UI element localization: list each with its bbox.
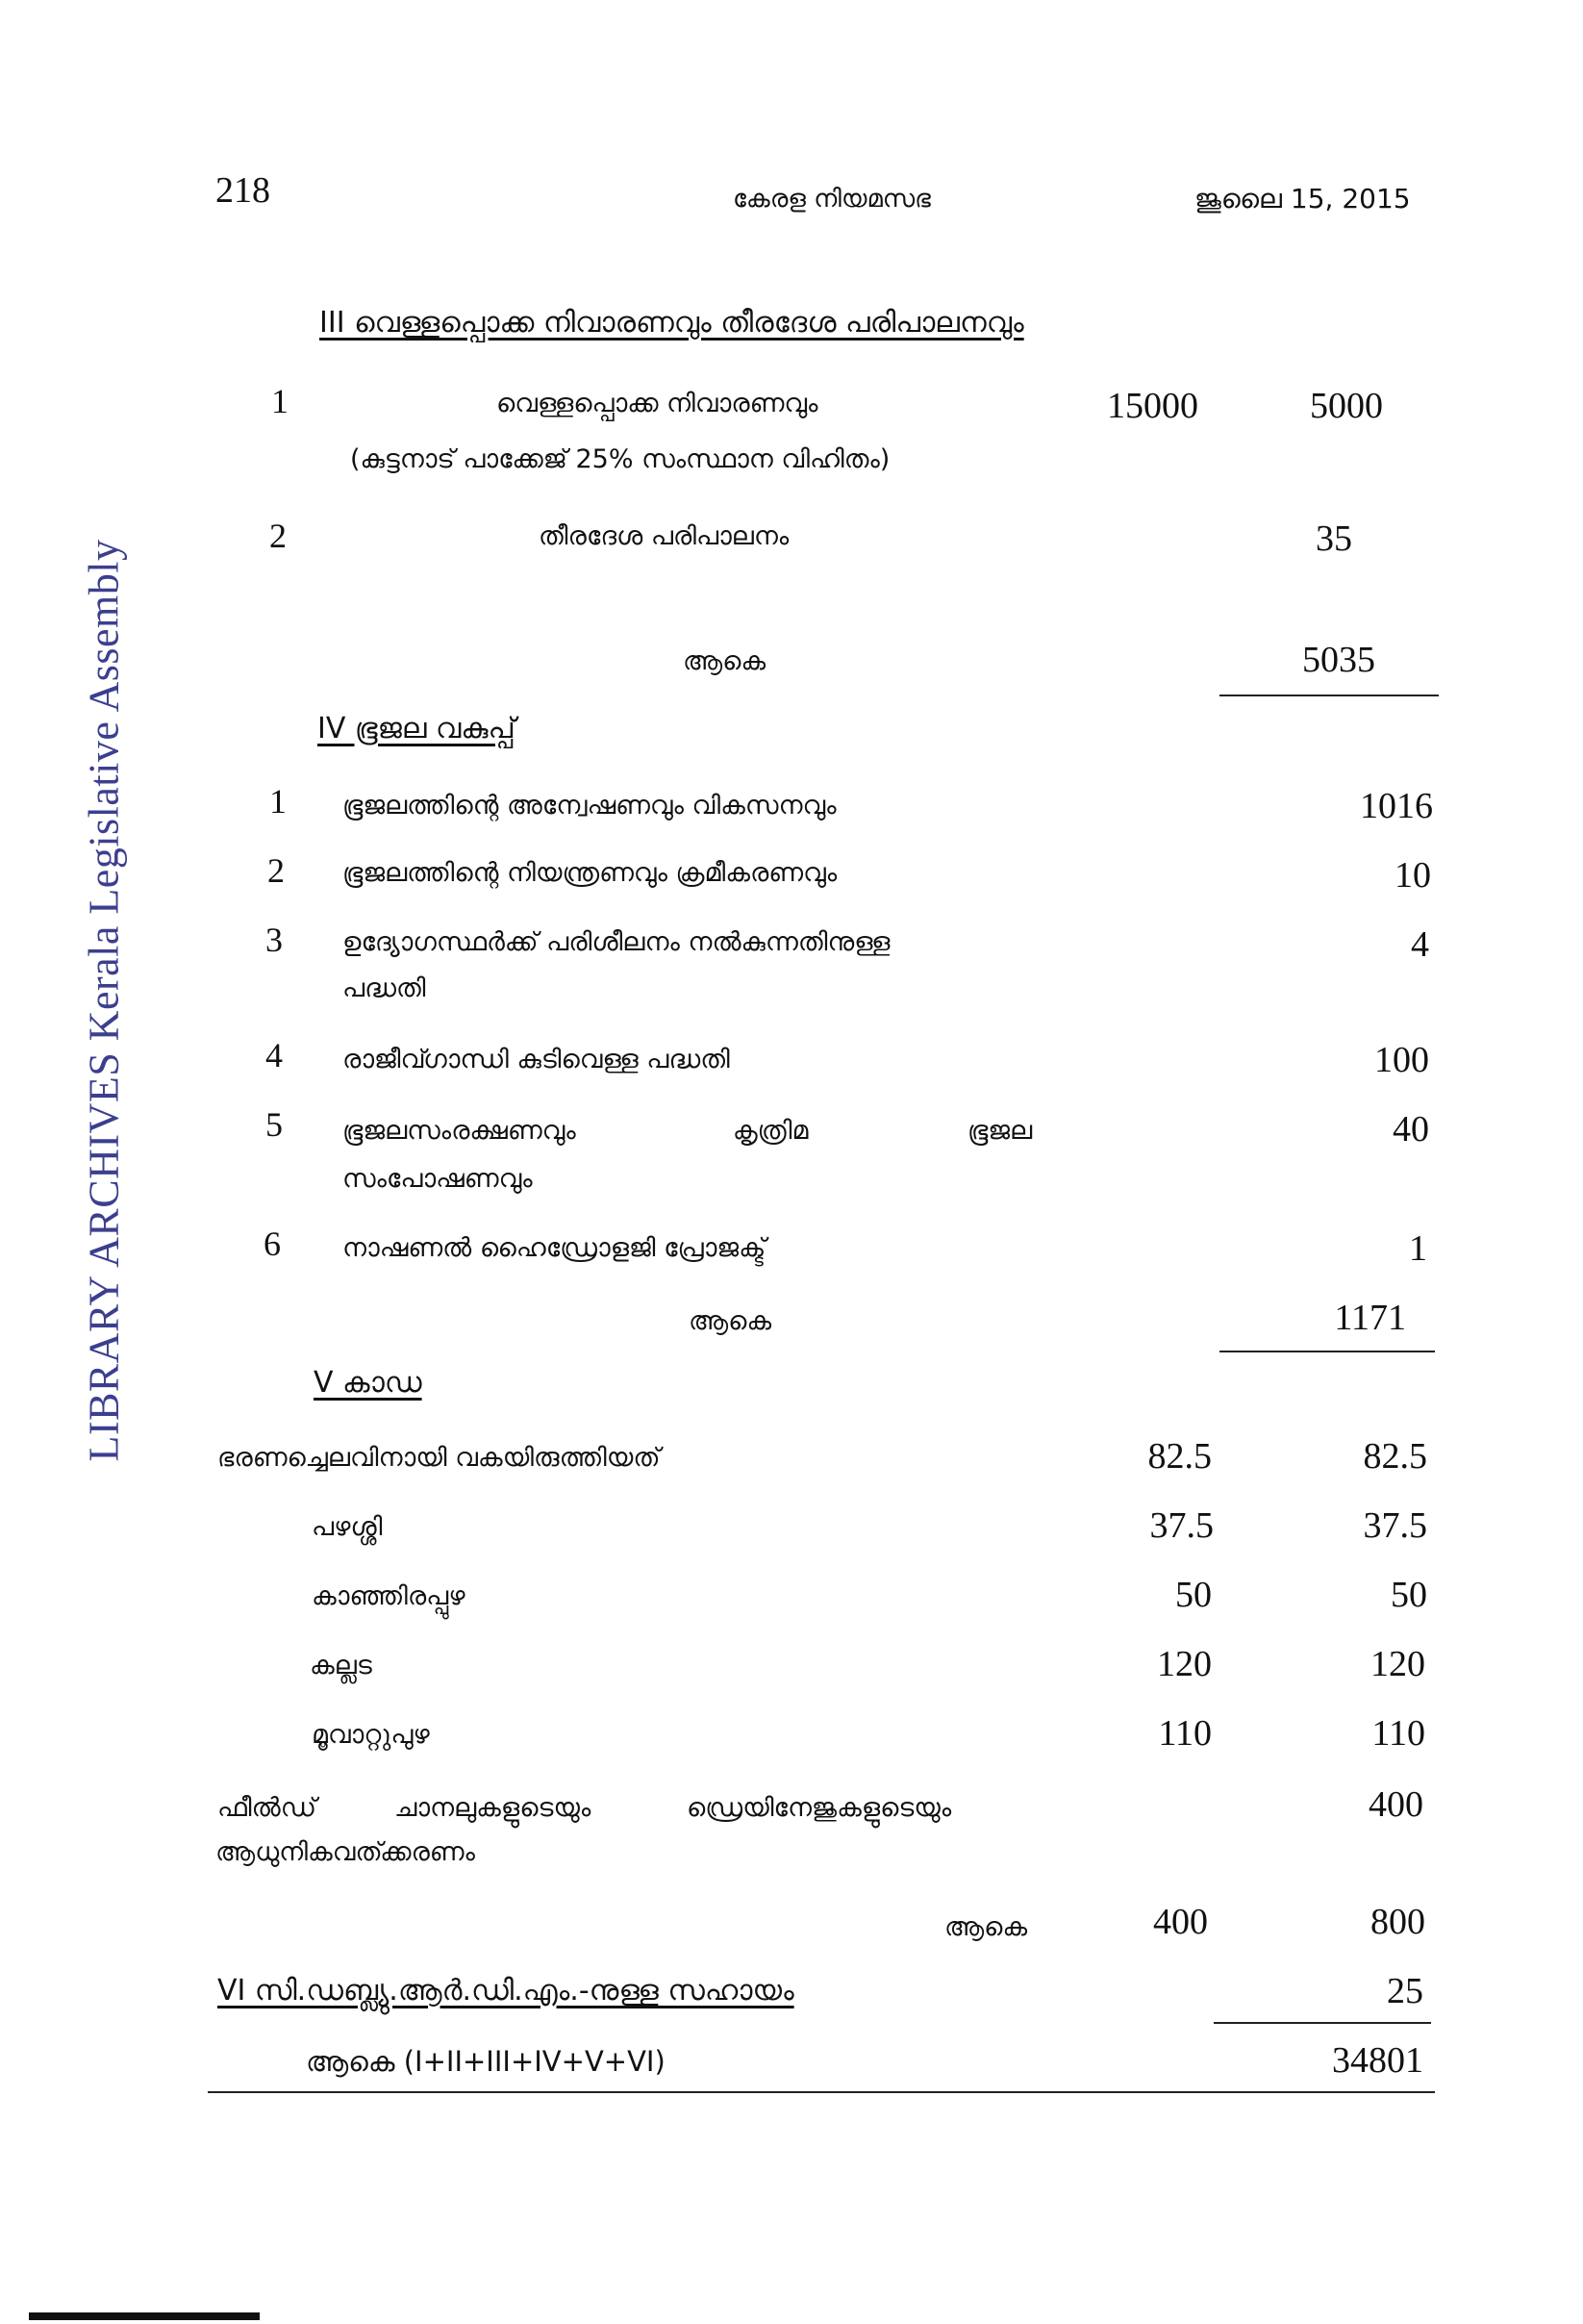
item-number: 2	[269, 517, 287, 555]
grand-total-label: ആകെ (I+II+III+IV+V+VI)	[306, 2045, 666, 2078]
grand-total-value: 34801	[1332, 2040, 1423, 2081]
item-sublabel: (കുട്ടനാട് പാക്കേജ് 25% സംസ്ഥാന വിഹിതം)	[350, 444, 891, 474]
value-col2: 110	[1371, 1713, 1425, 1754]
item-number: 3	[265, 921, 283, 959]
item-label-part: ചാനലുകളുടെയും	[394, 1793, 591, 1823]
section-iii-total: 5035	[1302, 640, 1375, 680]
value-col1: 15000	[1107, 386, 1198, 426]
value-col2: 120	[1370, 1644, 1425, 1684]
value-col1: 120	[1157, 1644, 1212, 1684]
value-col2: 1	[1409, 1228, 1427, 1269]
item-label: രാജീവ്ഗാന്ധി കുടിവെള്ള പദ്ധതി	[342, 1045, 730, 1074]
scan-edge-mark	[29, 2312, 260, 2320]
item-label: നാഷണൽ ഹൈഡ്രോളജി പ്രോജക്ട്	[342, 1233, 766, 1263]
item-label: കാഞ്ഞിരപ്പുഴ	[312, 1581, 465, 1611]
subtotal-rule	[1214, 2022, 1431, 2024]
value-col2: 35	[1316, 518, 1352, 559]
item-number: 6	[264, 1225, 281, 1263]
value-col1: 110	[1158, 1713, 1212, 1754]
item-label-part: ഭൂജലസംരക്ഷണവും	[342, 1116, 576, 1146]
item-number: 1	[271, 382, 289, 420]
value-col2: 10	[1395, 855, 1431, 896]
section-iii-heading: III വെള്ളപ്പൊക്ക നിവാരണവും തീരദേശ പരിപാലനവും	[319, 306, 1024, 340]
item-label: ഭൂജലത്തിന്റെ നിയന്ത്രണവും ക്രമീകരണവും	[342, 858, 838, 888]
item-label-continued: പദ്ധതി	[342, 973, 426, 1003]
item-label-part: ഡ്രെയിനേജുകളുടെയും	[687, 1793, 952, 1823]
item-label: വെള്ളപ്പൊക്ക നിവാരണവും	[496, 389, 818, 418]
item-number: 1	[269, 782, 287, 821]
item-label: മൂവാറ്റുപുഴ	[312, 1720, 430, 1750]
item-label: പഴശ്ശി	[312, 1512, 383, 1542]
subtotal-label: ആകെ	[689, 1306, 772, 1336]
running-title: കേരള നിയമസഭ	[733, 185, 931, 214]
item-label: തീരദേശ പരിപാലനം	[539, 521, 790, 551]
section-v-total-col1: 400	[1153, 1902, 1208, 1942]
section-iv-heading: IV ഭൂജല വകുപ്പ്	[317, 712, 515, 745]
subtotal-label: ആകെ	[683, 646, 766, 676]
subtotal-rule	[1219, 695, 1439, 696]
section-v-total: 800	[1370, 1902, 1425, 1942]
value-col2: 400	[1369, 1784, 1423, 1825]
value-col2: 50	[1391, 1575, 1427, 1615]
subtotal-label: ആകെ	[944, 1912, 1028, 1942]
value-col1: 50	[1175, 1575, 1212, 1615]
item-label: കല്ലട	[310, 1651, 372, 1680]
value-col2: 4	[1411, 924, 1429, 965]
section-v-heading: V കാഡ	[314, 1366, 422, 1400]
value-col2: 82.5	[1363, 1436, 1427, 1477]
grand-total-rule	[208, 2091, 1435, 2093]
value-col2: 40	[1393, 1109, 1429, 1149]
value-col2: 5000	[1310, 386, 1383, 426]
archive-watermark: LIBRARY ARCHIVES Kerala Legislative Assembly	[80, 539, 128, 1462]
page-date: ജൂലൈ 15, 2015	[1194, 183, 1411, 215]
page-number: 218	[215, 170, 270, 211]
value-col1: 82.5	[1147, 1436, 1212, 1477]
item-label: ഭൂജലത്തിന്റെ അന്വേഷണവും വികസനവും	[342, 791, 837, 821]
item-number: 4	[265, 1036, 283, 1074]
item-label-part: ഭൂജല	[967, 1116, 1033, 1146]
item-label: ഉദ്യോഗസ്ഥർക്ക് പരിശീലനം നൽകുന്നതിനുള്ള	[342, 927, 891, 957]
value-col2: 100	[1374, 1040, 1429, 1080]
item-label-part: കൃത്രിമ	[733, 1116, 809, 1146]
item-number: 5	[265, 1105, 283, 1144]
section-vi-value: 25	[1387, 1971, 1423, 2011]
item-label-part: ഫീൽഡ്	[217, 1793, 317, 1823]
subtotal-rule	[1219, 1351, 1435, 1352]
value-col2: 37.5	[1363, 1505, 1427, 1546]
item-label-continued: സംപോഷണവും	[342, 1164, 533, 1194]
section-iv-total: 1171	[1334, 1298, 1406, 1338]
value-col1: 37.5	[1149, 1505, 1214, 1546]
section-vi-heading: VI സി.ഡബ്ല്യു.ആർ.ഡി.എം.-നുള്ള സഹായം	[217, 1974, 794, 2008]
item-label-continued: ആധുനികവത്ക്കരണം	[215, 1837, 475, 1867]
item-label: ഭരണച്ചെലവിനായി വകയിരുത്തിയത്	[217, 1443, 661, 1473]
value-col2: 1016	[1360, 786, 1433, 826]
item-number: 2	[267, 851, 285, 890]
